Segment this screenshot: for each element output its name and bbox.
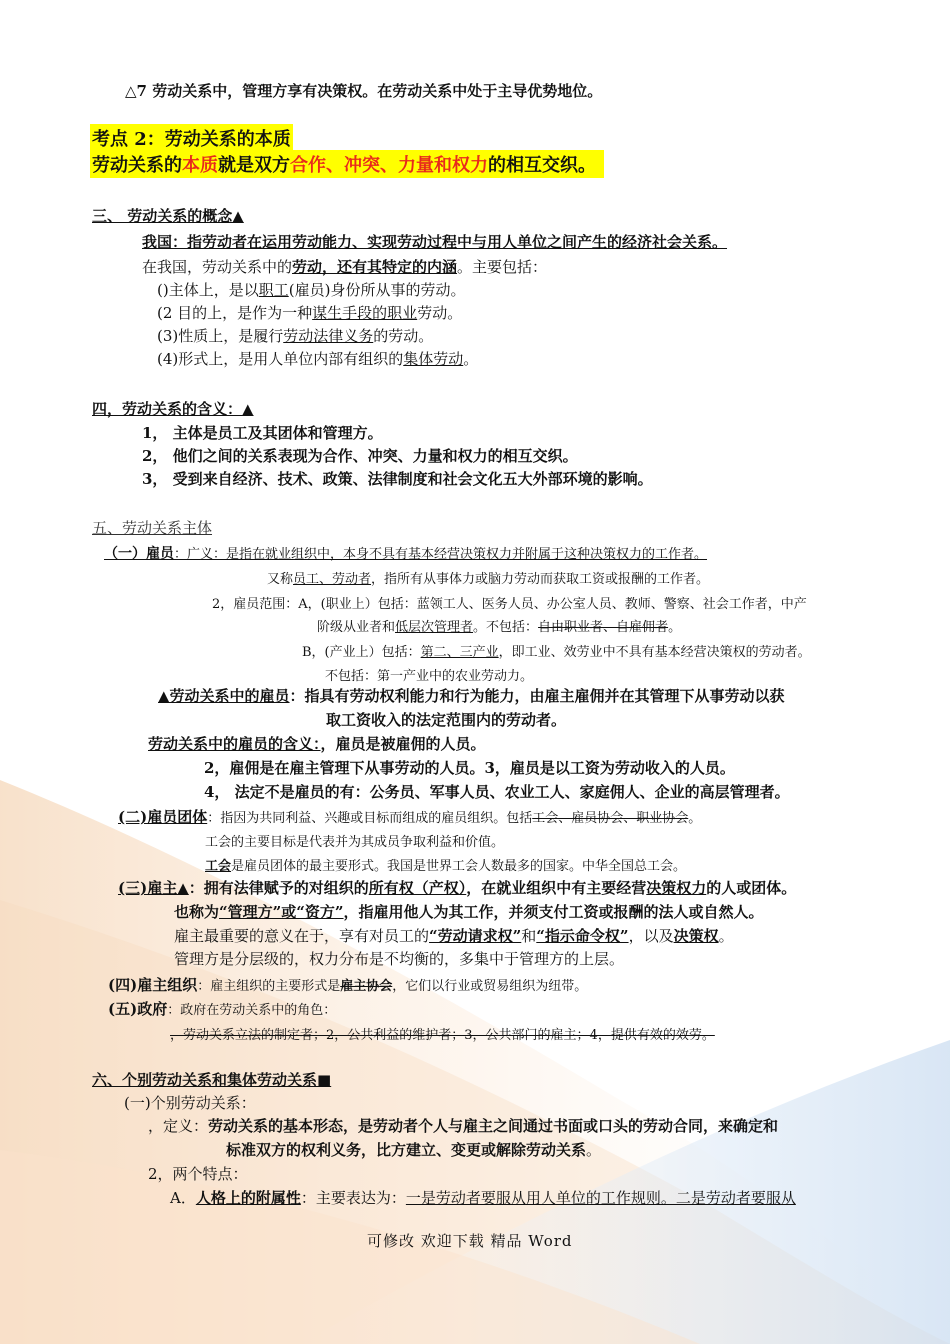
exam-point-statement: 劳动关系的本质就是双方合作、冲突、力量和权力的相互交织。 bbox=[90, 150, 604, 178]
section-5-heading: 五、劳动关系主体 bbox=[92, 519, 213, 537]
employee-scope-a: 2，雇员范围：A，(职业上）包括：蓝领工人、医务人员、办公室人员、教师、警察、社会工作者，中产 bbox=[212, 597, 807, 612]
two-features: 2，两个特点： bbox=[148, 1165, 248, 1183]
section-3-intro: 在我国，劳动关系中的劳动，还有其特定的内涵。主要包括： bbox=[142, 258, 548, 276]
section-6-heading: 六、个别劳动关系和集体劳动关系■ bbox=[92, 1071, 332, 1089]
section-4-heading: 四，劳动关系的含义：▲ bbox=[92, 400, 254, 418]
employer-alias: 也称为“管理方”或“资方”，指雇用他人为其工作，并须支付工资或报酬的法人或自然人。 bbox=[174, 903, 764, 921]
employer-organization: (四)雇主组织：雇主组织的主要形式是雇主协会，它们以行业或贸易组织为纽带。 bbox=[108, 976, 588, 994]
employee-scope-a-cont: 阶级从业者和低层次管理者。不包括：自由职业者、自雇佣者。 bbox=[317, 620, 682, 635]
section-3-item-3: (3)性质上，是履行劳动法律义务的劳动。 bbox=[157, 327, 434, 345]
page-footer: 可修改 欢迎下载 精品 Word bbox=[367, 1232, 573, 1250]
point-7-text: △7 劳动关系中，管理方享有决策权。在劳动关系中处于主导优势地位。 bbox=[125, 82, 603, 100]
section-3-item-2: (2 目的上，是作为一种谋生手段的职业劳动。 bbox=[157, 304, 463, 322]
exam-point-title: 考点 2：劳动关系的本质 bbox=[90, 124, 293, 152]
section-3-item-4: (4)形式上，是用人单位内部有组织的集体劳动。 bbox=[157, 350, 479, 368]
employee-scope-b: B，(产业上）包括：第二、三产业，即工业、效劳业中不具有基本经营决策权的劳动者。 bbox=[302, 645, 811, 660]
section-4-item-2: 2， 他们之间的关系表现为合作、冲突、力量和权力的相互交织。 bbox=[142, 447, 578, 465]
employee-groups: (二)雇员团体：指因为共同利益、兴趣或目标而组成的雇员组织。包括工会、雇员协会、职业协会。 bbox=[118, 808, 702, 826]
government-roles-list: ，劳动关系立法的制定者；2，公共利益的维护者；3，公共部门的雇主；4，提供有效的效劳。 bbox=[170, 1028, 715, 1043]
individual-definition-cont: 标准双方的权利义务，比方建立、变更或解除劳动关系。 bbox=[226, 1141, 602, 1159]
government-role: (五)政府：政府在劳动关系中的角色： bbox=[108, 1000, 337, 1018]
section-4-item-3: 3， 受到来自经济、技术、政策、法律制度和社会文化五大外部环境的影响。 bbox=[142, 470, 653, 488]
employee-meaning-4: 4， 法定不是雇员的有：公务员、军事人员、农业工人、家庭佣人、企业的高层管理者。 bbox=[204, 783, 790, 801]
employee-meaning-1: 劳动关系中的雇员的含义：，雇员是被雇佣的人员。 bbox=[148, 735, 486, 753]
employee-meaning-2-3: 2，雇佣是在雇主管理下从事劳动的人员。3，雇员是以工资为劳动收入的人员。 bbox=[204, 759, 735, 777]
section-3-definition: 我国：指劳动者在运用劳动能力、实现劳动过程中与用人单位之间产生的经济社会关系。 bbox=[142, 233, 728, 251]
legal-employee-definition-cont: 取工资收入的法定范围内的劳动者。 bbox=[326, 711, 567, 729]
section-3-item-1: ()主体上，是以职工(雇员)身份所从事的劳动。 bbox=[157, 281, 466, 299]
individual-labor-relation: (一)个别劳动关系： bbox=[124, 1094, 256, 1112]
section-3-heading: 三、 劳动关系的概念▲ bbox=[92, 207, 244, 225]
employee-definition: （一）雇员：广义：是指在就业组织中，本身不具有基本经营决策权力并附属于这种决策权力的工作者。 bbox=[104, 546, 708, 562]
union-form: 工会是雇员团体的最主要形式。我国是世界工会人数最多的国家。中华全国总工会。 bbox=[205, 859, 687, 874]
legal-employee-definition: ▲劳动关系中的雇员：指具有劳动权利能力和行为能力，由雇主雇佣并在其管理下从事劳动以获 bbox=[158, 687, 785, 705]
employee-scope-b-excl: 不包括：第一产业中的农业劳动力。 bbox=[325, 669, 534, 684]
employer-definition: (三)雇主▲：拥有法律赋予的对组织的所有权（产权），在就业组织中有主要经营决策权力的人或团体。 bbox=[118, 879, 797, 897]
management-hierarchy: 管理方是分层级的，权力分布是不均衡的，多集中于管理方的上层。 bbox=[174, 950, 625, 968]
feature-a: A．人格上的附属性：主要表达为：一是劳动者要服从用人单位的工作规则。二是劳动者要服从 bbox=[170, 1189, 796, 1207]
section-4-item-1: 1， 主体是员工及其团体和管理方。 bbox=[142, 424, 383, 442]
employee-alias: 又称员工、劳动者，指所有从事体力或脑力劳动而获取工资或报酬的工作者。 bbox=[267, 572, 710, 587]
employer-significance: 雇主最重要的意义在于，享有对员工的“劳动请求权”和“指示命令权”，以及决策权。 bbox=[174, 927, 734, 945]
union-goal: 工会的主要目标是代表并为其成员争取利益和价值。 bbox=[205, 835, 505, 850]
individual-definition: ，定义：劳动关系的基本形态，是劳动者个人与雇主之间通过书面或口头的劳动合同，来确定和 bbox=[148, 1117, 779, 1135]
